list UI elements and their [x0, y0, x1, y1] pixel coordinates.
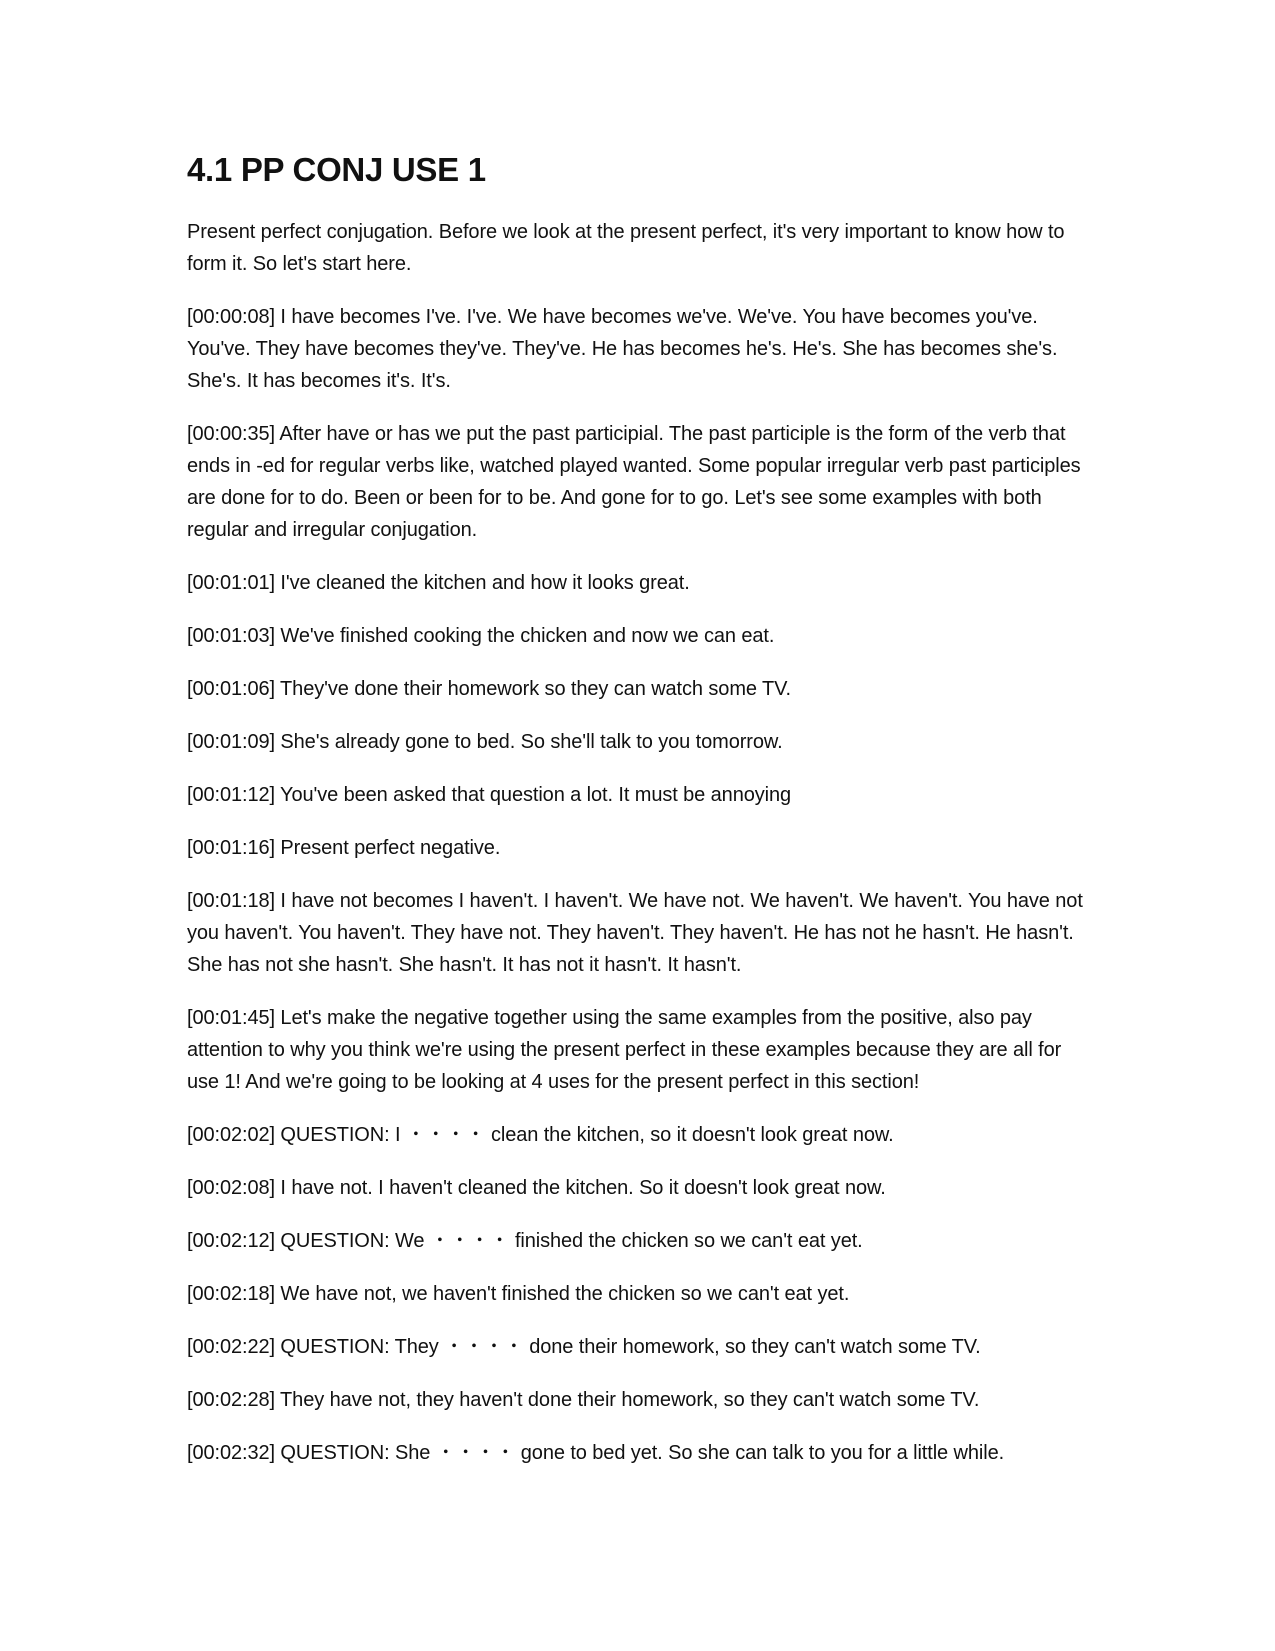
paragraph-contractions: [00:00:08] I have becomes I've. I've. We have becomes we've. We've. You have becomes you've. You've. They have becomes they've. They've. He has becomes he's. He's. She has becomes she's. She's. It has becomes it's. It's.	[187, 306, 1058, 392]
paragraph-answer-kitchen: [00:02:08] I have not. I haven't cleaned the kitchen. So it doesn't look great now.	[187, 1177, 886, 1199]
paragraph-answer-chicken: [00:02:18] We have not, we haven't finished the chicken so we can't eat yet.	[187, 1283, 850, 1305]
paragraph-example-kitchen: [00:01:01] I've cleaned the kitchen and how it looks great.	[187, 572, 690, 594]
paragraph-example-question: [00:01:12] You've been asked that question a lot. It must be annoying	[187, 784, 792, 806]
paragraph-negative-instructions: [00:01:45] Let's make the negative together using the same examples from the positive, also pay attention to why you think we're using the present perfect in these examples because they are all for use 1! And we're going to be looking at 4 uses for the present perfect in this section!	[187, 1007, 1062, 1093]
document-title: 4.1 PP CONJ USE 1	[187, 151, 486, 188]
paragraph-question-chicken: [00:02:12] QUESTION: We ・・・・ finished the chicken so we can't eat yet.	[187, 1230, 863, 1252]
paragraph-past-participle: [00:00:35] After have or has we put the past participial. The past participle is the form of the verb that ends in -ed for regular verbs like, watched played wanted. Some popular irregular verb past participles are done for to do. Been or been for to be. And gone for to go. Let's see some examples with both regular and irregular conjugation.	[187, 423, 1081, 541]
paragraph-example-bed: [00:01:09] She's already gone to bed. So she'll talk to you tomorrow.	[187, 731, 783, 753]
paragraph-example-chicken: [00:01:03] We've finished cooking the chicken and now we can eat.	[187, 625, 775, 647]
paragraph-example-homework: [00:01:06] They've done their homework so they can watch some TV.	[187, 678, 791, 700]
paragraph-answer-homework: [00:02:28] They have not, they haven't done their homework, so they can't watch some TV.	[187, 1389, 980, 1411]
paragraph-question-bed: [00:02:32] QUESTION: She ・・・・ gone to bed yet. So she can talk to you for a little while.	[187, 1442, 1005, 1464]
paragraph-negative-heading: [00:01:16] Present perfect negative.	[187, 837, 501, 859]
paragraph-question-homework: [00:02:22] QUESTION: They ・・・・ done their homework, so they can't watch some TV.	[187, 1336, 981, 1358]
paragraph-question-kitchen: [00:02:02] QUESTION: I ・・・・ clean the kitchen, so it doesn't look great now.	[187, 1124, 894, 1146]
paragraph-intro: Present perfect conjugation. Before we look at the present perfect, it's very important to know how to form it. So let's start here.	[187, 221, 1065, 275]
document-body	[187, 150, 1092, 1490]
paragraph-negative-contractions: [00:01:18] I have not becomes I haven't. I haven't. We have not. We haven't. We haven't. You have not you haven't. You haven't. They have not. They haven't. They haven't. He has not he hasn't. He hasn't. She has not she hasn't. She hasn't. It has not it hasn't. It hasn't.	[187, 890, 1083, 976]
